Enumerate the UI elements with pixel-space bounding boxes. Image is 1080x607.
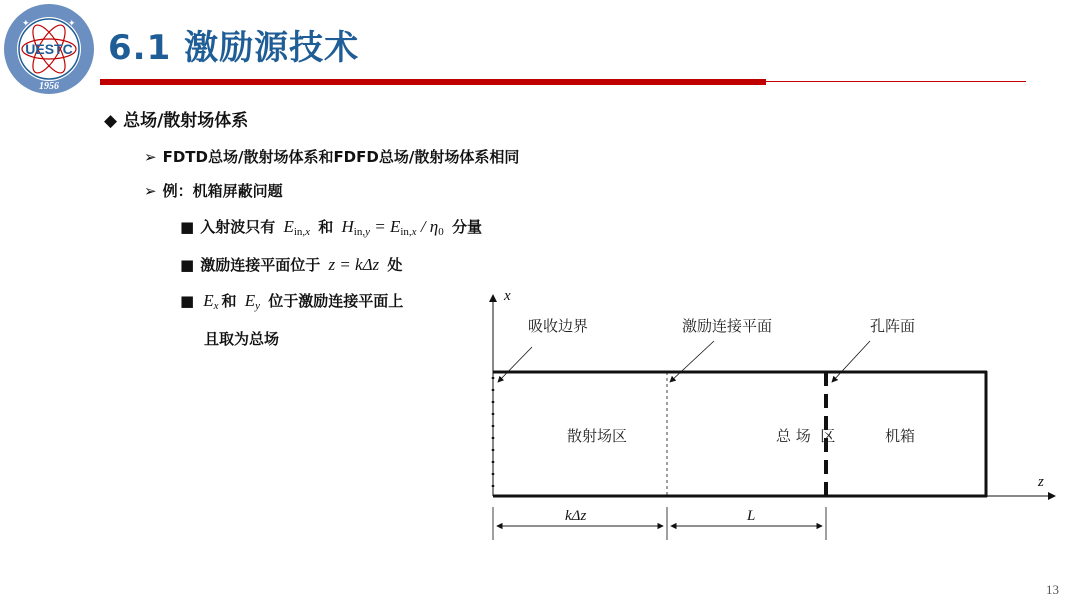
- logo-text: UESTC: [25, 41, 73, 57]
- svg-text:✦: ✦: [68, 19, 76, 29]
- label-absorbing-boundary: 吸收边界: [528, 317, 589, 335]
- region-scattered-field: 散射场区: [567, 427, 628, 445]
- bullet-level2-2: ➢ 例：机箱屏蔽问题: [144, 182, 283, 200]
- dim-label-L: L: [747, 508, 756, 524]
- page-number: 13: [1046, 582, 1059, 597]
- square-bullet-icon: ■: [180, 292, 195, 310]
- formula-e-in-x: $E_{in,x}$: [283, 217, 311, 238]
- diamond-bullet-icon: ◆: [104, 111, 118, 131]
- shielding-diagram: [470, 285, 1070, 555]
- bullet-level2-1: ➢ FDTD总场/散射场体系和FDFD总场/散射场体系相同: [144, 148, 520, 166]
- bullet-level3-3: ■ $E_x$ 和 $E_y$ 位于激励连接平面上: [180, 291, 404, 312]
- formula-e-y: $E_y$: [244, 291, 260, 312]
- university-logo: [2, 2, 96, 96]
- formula-h-in-y: $H_{in,y} = E_{in,x} / \eta_0$: [341, 217, 444, 238]
- formula-e-x: $E_x$: [203, 291, 219, 312]
- title-underline-thin: [766, 81, 1026, 82]
- svg-text:✦: ✦: [22, 19, 30, 29]
- formula-z-k-dz: z = kΔz: [328, 255, 380, 274]
- label-excitation-plane: 激励连接平面: [682, 317, 773, 335]
- z-axis-label: z: [1038, 474, 1044, 490]
- label-aperture-plane: 孔阵面: [870, 317, 916, 335]
- dim-label-k: kΔz: [565, 508, 587, 524]
- bullet-level3-1: ■ 入射波只有 $E_{in,x}$ 和 $H_{in,y} = E_{in,x} / \eta_0$ 分量: [180, 217, 482, 238]
- page-title: 6.1 激励源技术: [108, 28, 360, 68]
- logo-year: 1956: [39, 81, 59, 92]
- x-axis-label: x: [504, 288, 511, 304]
- title-underline-thick: [100, 79, 766, 85]
- region-total-field: 总 场 区: [776, 427, 836, 445]
- arrow-bullet-icon: ➢: [144, 182, 157, 200]
- bullet-level3-2: ■ 激励连接平面位于 z = kΔz 处: [180, 255, 403, 274]
- bullet-level3-3-line2: 且取为总场: [204, 330, 280, 348]
- region-box: 机箱: [885, 427, 916, 445]
- bullet-level1: ◆ 总场/散射场体系: [104, 111, 249, 131]
- arrow-bullet-icon: ➢: [144, 148, 157, 166]
- square-bullet-icon: ■: [180, 256, 195, 274]
- square-bullet-icon: ■: [180, 218, 195, 236]
